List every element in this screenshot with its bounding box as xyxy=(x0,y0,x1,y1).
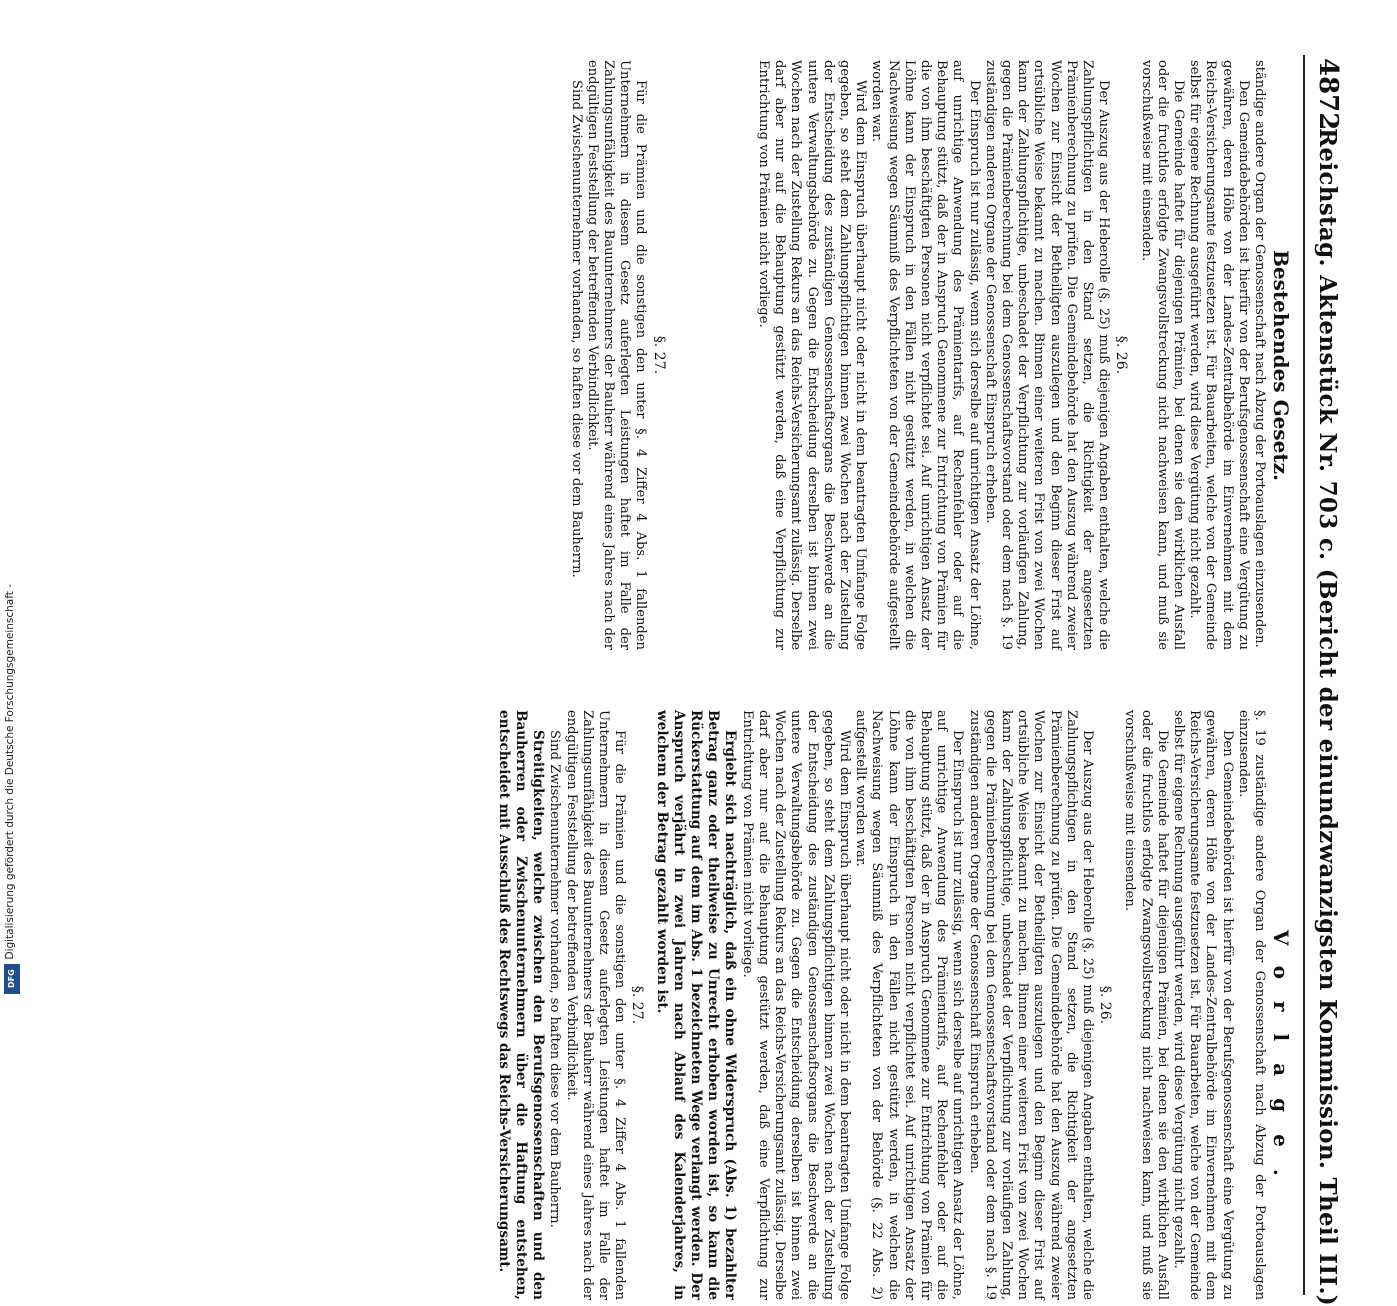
right-column-proposal xyxy=(495,710,1267,1300)
page-number: 4872 xyxy=(1313,58,1343,131)
bold-amendment-paragraph: Streitigkeiten, welche zwischen den Berufsgenossenschaften und den Bauherren oder Zwischenunternehmern über die Haftung entstehen, entscheidet mit Ausschluß des Rechtswegs das Reichs-Versicherungsamt. xyxy=(496,710,547,1300)
paragraph: Wird dem Einspruch überhaupt nicht oder nicht in dem beantragten Umfange Folge gegeben, so steht dem Zahlungspflichtigen binnen zwei Wochen nach der Zustellung der Entscheidung des zuständigen Genossenschaftsorgans die Beschwerde an die untere Verwaltungsbehörde zu. Gegen die Entscheidung derselben ist binnen zwei Wochen nach der Zustellung Rekurs an das Reichs-Versicherungsamt zulässig. Derselbe darf aber nur auf die Behauptung gestützt werden, daß eine Verpflichtung zur Entrichtung von Prämien nicht vorliege. xyxy=(739,710,852,1300)
left-column-existing-law xyxy=(567,60,1267,650)
paragraph: Der Einspruch ist nur zulässig, wenn sich derselbe auf unrichtigen Ansatz der Löhne, auf unrichtige Anwendung des Prämientarifs, auf Rechenfehler oder auf die Behauptung stützt, daß der in Anspruch Genommene zur Entrichtung von Prämien für die von ihm beschäftigten Personen nicht verpflichtet sei. Auf unrichtigen Ansatz der Löhne kann der Einspruch in den Fällen nicht gestützt werden, in welchen die Nachweisung wegen Säumniß des Verpflichteten von der Gemeindebehörde aufgestellt worden war. xyxy=(869,60,982,650)
paragraph: Den Gemeindebehörden ist hierfür von der Berufsgenossenschaft eine Vergütung zu gewähren, deren Höhe von der Landes-Zentralbehörde im Einvernehmen mit dem Reichs-Versicherungsamte festzusetzen ist. Für Bauarbeiten, welche von der Gemeinde selbst für eigene Rechnung ausgeführt werden, wird diese Vergütung nicht gezahlt. xyxy=(1170,710,1235,1300)
section-heading: §. 27. xyxy=(629,985,646,1025)
paragraph: §. 19 zuständige andere Organ der Genossenschaft nach Abzug der Portoauslagen einzusenden. xyxy=(1235,710,1267,1300)
dfg-logo: DFG xyxy=(4,964,20,994)
spacer xyxy=(725,60,735,650)
paragraph: Sind Zwischenunternehmer vorhanden, so haften diese vor dem Bauherrn. xyxy=(547,730,563,1228)
left-column-heading: Bestehendes Gesetz. xyxy=(1269,250,1293,481)
spacer xyxy=(745,60,755,650)
page-title: Reichstag. Aktenstück Nr. 703 c. (Bericht der einundzwanzigsten Kommission. Theil III.) xyxy=(1314,128,1341,1306)
spacer xyxy=(675,60,685,650)
header-rule xyxy=(1303,55,1305,1295)
spacer xyxy=(735,60,745,650)
paragraph: Die Gemeinde haftet für diejenigen Prämien, bei denen sie den wirklichen Ausfall oder die fruchtlos erfolgte Zwangsvollstreckung nicht nachweisen kann, und muß sie vorschußweise mit einsenden. xyxy=(1138,60,1186,650)
paragraph: Für die Prämien und die sonstigen den unter §. 4 Ziffer 4 Abs. 1 fallenden Unternehmern in diesem Gesetz auferlegten Leistungen haftet im Falle der Zahlungsunfähigkeit des Bauunternehmers der Bauherr während eines Jahres nach der endgültigen Feststellung der betreffenden Verbindlichkeit. xyxy=(584,60,649,650)
spacer xyxy=(705,60,715,650)
paragraph: Für die Prämien und die sonstigen den unter §. 4 Ziffer 4 Abs. 1 fallenden Unternehmern in diesem Gesetz auferlegten Leistungen haftet im Falle der Zahlungsunfähigkeit des Bauunternehmers der Bauherr während eines Jahres nach der endgültigen Feststellung der betreffenden Verbindlichkeit. xyxy=(563,710,628,1300)
section-heading: §. 26. xyxy=(1113,335,1130,375)
paragraph: Der Einspruch ist nur zulässig, wenn sich derselbe auf unrichtigen Ansatz der Löhne, auf unrichtige Anwendung des Prämientarifs, auf Rechenfehler oder auf die Behauptung stützt, daß der in Anspruch Genommene zur Entrichtung von Prämien für die von ihm beschäftigten Personen nicht verpflichtet sei. Auf unrichtigen Ansatz der Löhne kann der Einspruch in den Fällen nicht gestützt werden, in welchen die Nachweisung wegen Säumniß des Verpflichteten von der Behörde (§. 22 Abs. 2) aufgestellt worden war. xyxy=(853,710,966,1300)
paragraph: ständige andere Organ der Genossenschaft nach Abzug der Portoauslagen einzusenden. xyxy=(1252,60,1267,648)
paragraph: Der Auszug aus der Heberolle (§. 25) muß diejenigen Angaben enthalten, welche die Zahlungspflichtigen in den Stand setzen, die Richtigkeit der angesetzten Prämienberechnung zu prüfen. Die Gemeindebehörde hat den Auszug während zweier Wochen zur Einsicht der Betheiligten auszulegen und den Beginn dieser Frist auf ortsübliche Weise bekannt zu machen. Binnen einer weiteren Frist von zwei Wochen kann der Zahlungspflichtige, unbeschadet der Verpflichtung zur vorläufigen Zahlung, gegen die Prämienberechnung bei dem Genossenschaftsvorstand oder dem nach §. 19 zuständigen anderen Organe der Genossenschaft Einspruch erheben. xyxy=(966,710,1095,1300)
paragraph: Den Gemeindebehörden ist hierfür von der Berufsgenossenschaft eine Vergütung zu gewähren, deren Höhe von der Landes-Zentralbehörde im Einvernehmen mit dem Reichs-Versicherungsamte festzusetzen ist. Für Bauarbeiten, welche von der Gemeinde selbst für eigene Rechnung ausgeführt werden, wird diese Vergütung nicht gezahlt. xyxy=(1187,60,1251,650)
digitization-credit: Digitalisierung gefördert durch die Deutsche Forschungsgemeinschaft - xyxy=(4,584,16,960)
paragraph: Der Auszug aus der Heberolle (§. 25) muß diejenigen Angaben enthalten, welche die Zahlungspflichtigen in den Stand setzen, die Richtigkeit der angesetzten Prämienberechnung zu prüfen. Die Gemeindebehörde hat den Auszug während zweier Wochen zur Einsicht der Betheiligten auszulegen und den Beginn dieser Frist auf ortsübliche Weise bekannt zu machen. Binnen einer weiteren Frist von zwei Wochen kann der Zahlungspflichtige, unbeschadet der Verpflichtung zur vorläufigen Zahlung, gegen die Prämienberechnung bei dem Genossenschaftsvorstand oder dem nach §. 19 zuständigen anderen Organe der Genossenschaft Einspruch erheben. xyxy=(982,60,1112,650)
spacer xyxy=(715,60,725,650)
section-heading: §. 27. xyxy=(650,335,667,375)
page-header xyxy=(1307,58,1347,1306)
spacer xyxy=(685,60,695,650)
paragraph: Die Gemeinde haftet für diejenigen Prämien, bei denen sie den wirklichen Ausfall oder die fruchtlos erfolgte Zwangsvollstreckung nicht nachweisen kann, und muß sie vorschußweise mit einsenden. xyxy=(1122,710,1170,1300)
right-column-heading: Vorlage. xyxy=(1269,930,1293,1198)
section-heading: §. 26. xyxy=(1097,985,1114,1025)
spacer xyxy=(695,60,705,650)
paragraph: Wird dem Einspruch überhaupt nicht oder nicht in dem beantragten Umfange Folge gegeben, so steht dem Zahlungspflichtigen binnen zwei Wochen nach der Zustellung der Entscheidung des zuständigen Genossenschaftsorgans die Beschwerde an die untere Verwaltungsbehörde zu. Gegen die Entscheidung derselben ist binnen zwei Wochen nach der Zustellung Rekurs an das Reichs-Versicherungsamt zulässig. Derselbe darf aber nur auf die Behauptung gestützt werden, daß eine Verpflichtung zur Entrichtung von Prämien nicht vorliege. xyxy=(755,60,869,650)
paragraph: Sind Zwischenunternehmer vorhanden, so haften diese vor dem Bauherrn. xyxy=(568,80,584,578)
bold-amendment-paragraph: Ergiebt sich nachträglich, daß ein ohne Widerspruch (Abs. 1) bezahlter Betrag ganz oder theilweise zu Unrecht erhoben worden ist, so kann die Rückerstattung auf dem im Abs. 1 bezeichneten Wege verlangt werden. Der Anspruch verjährt in zwei Jahren nach Ablauf des Kalenderjahres, in welchem der Betrag gezahlt worden ist. xyxy=(654,710,739,1300)
